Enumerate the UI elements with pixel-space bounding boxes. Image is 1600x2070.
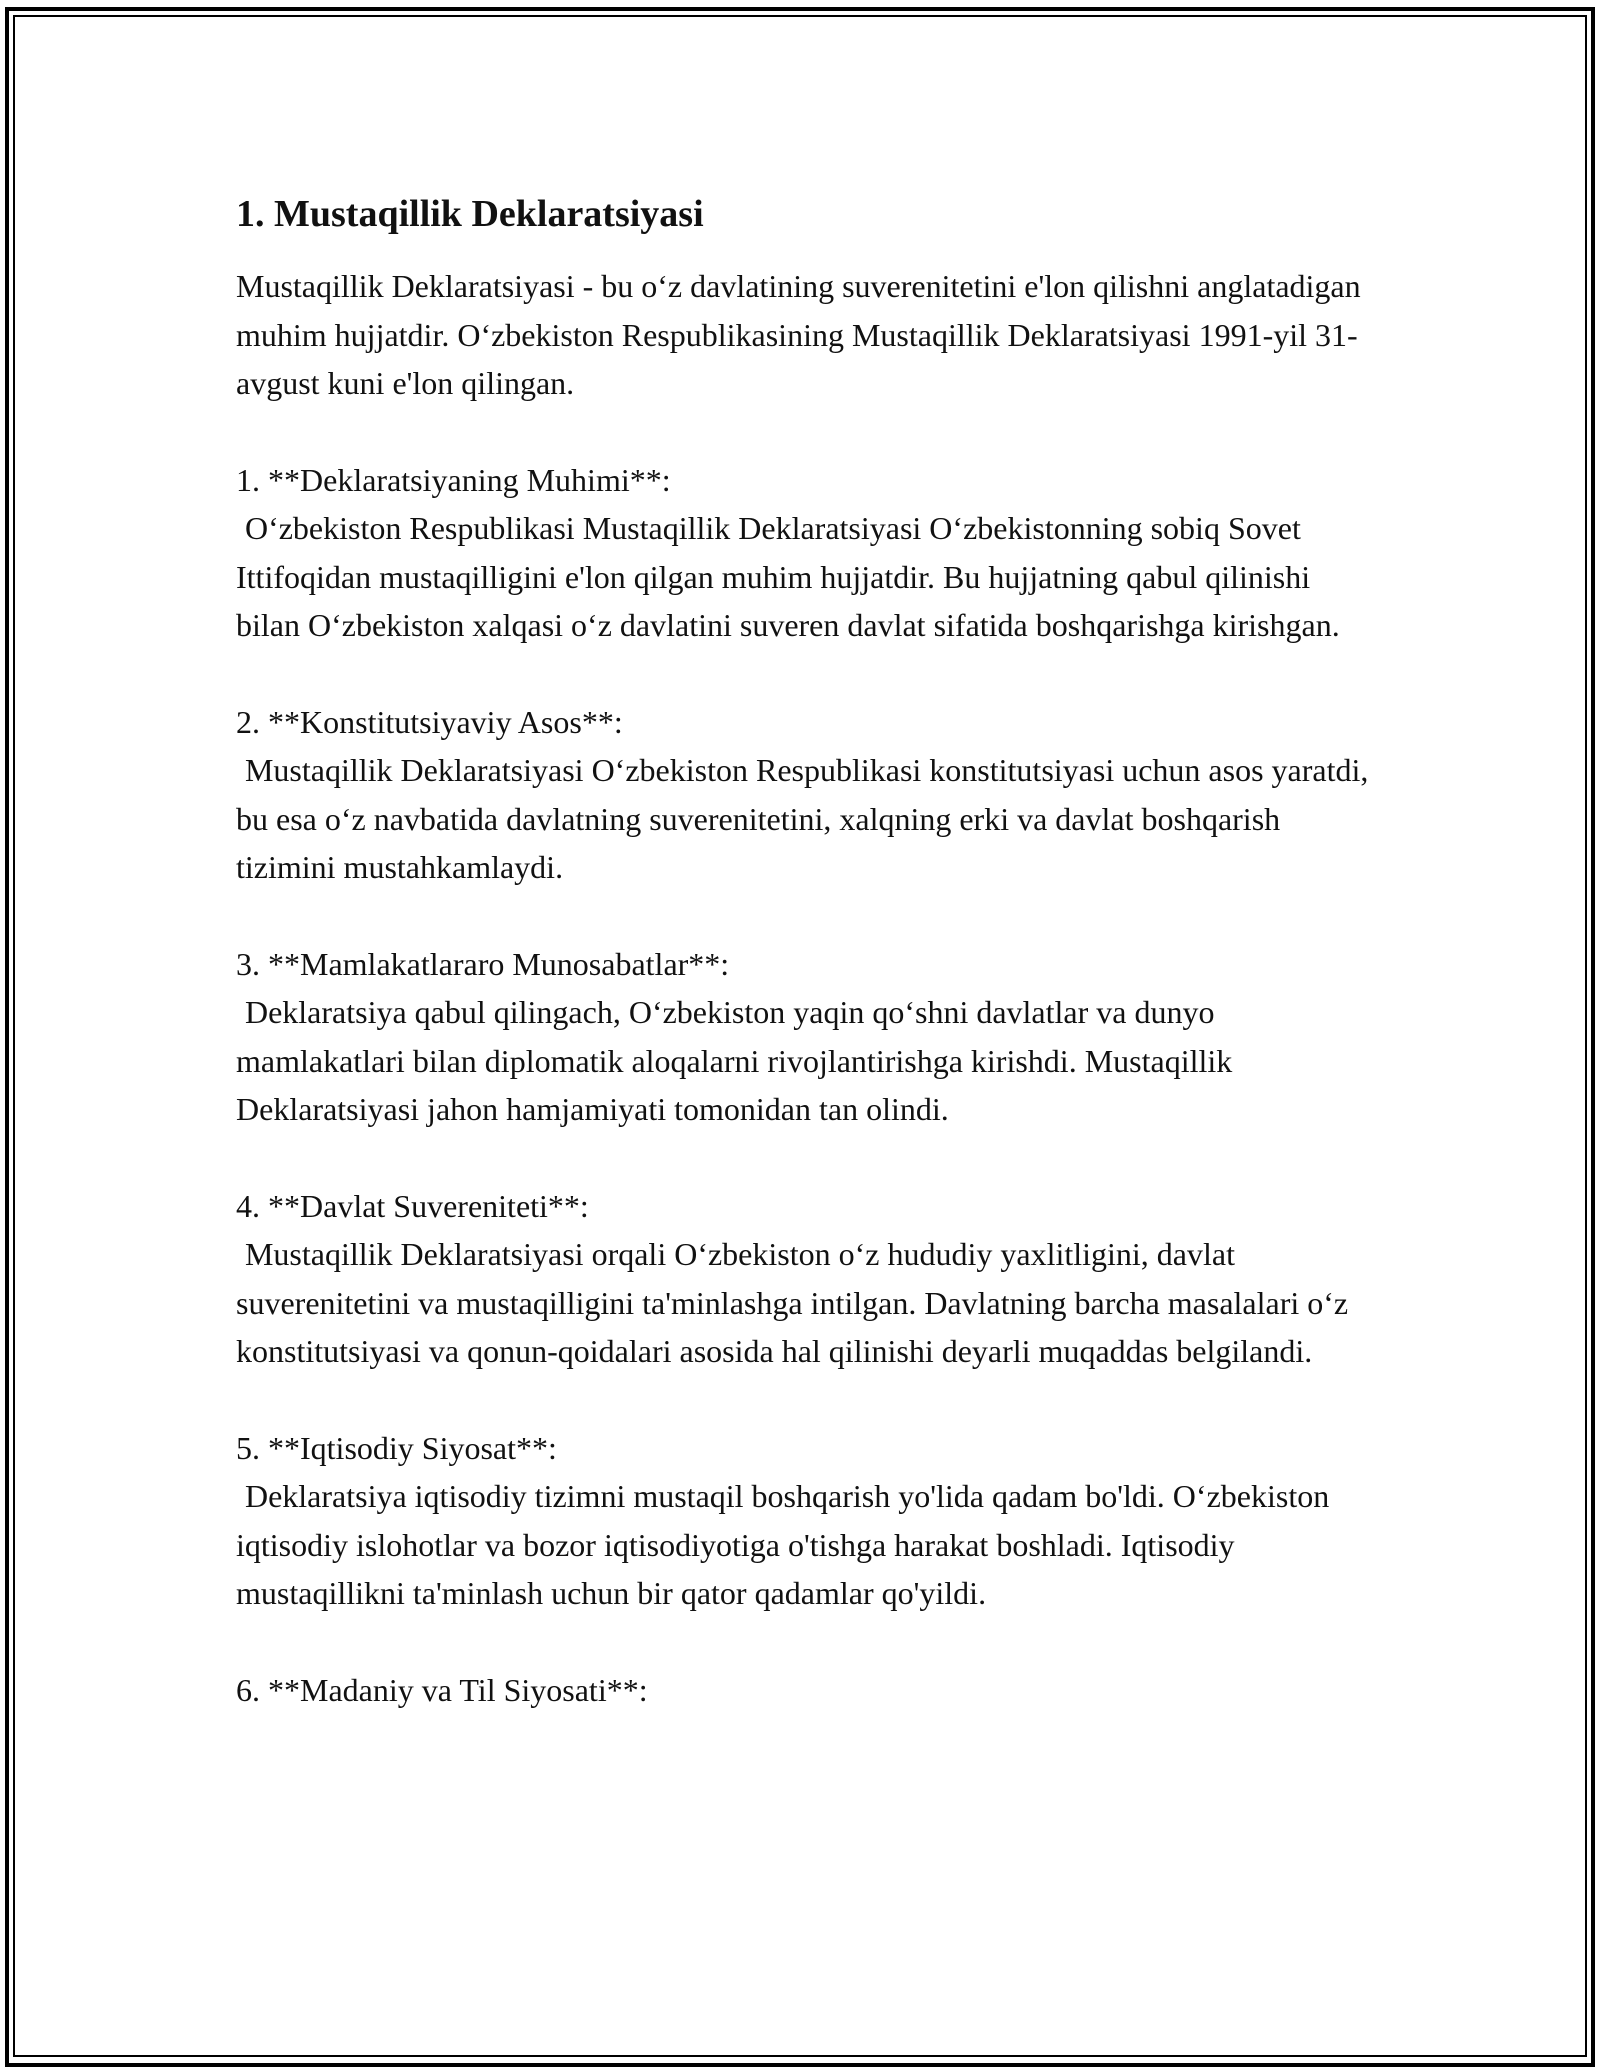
section-heading: 4. **Davlat Suvereniteti**: xyxy=(236,1187,589,1224)
section-iqtisodiy-siyosat xyxy=(236,1424,1376,1618)
section-heading: 3. **Mamlakatlararo Munosabatlar**: xyxy=(236,945,730,982)
intro-paragraph: Mustaqillik Deklaratsiyasi - bu o‘z davlatining suverenitetini e'lon qilishni anglatadigan muhim hujjatdir. O‘zbekiston Respublikasining Mustaqillik Deklaratsiyasi 1991-yil 31-avgust kuni e'lon qilingan. xyxy=(236,268,1361,401)
section-mamlakatlararo-munosabatlar xyxy=(236,940,1376,1134)
section-body: Deklaratsiya iqtisodiy tizimni mustaqil boshqarish yo'lida qadam bo'ldi. O‘zbekiston iqtisodiy islohotlar va bozor iqtisodiyotiga o'tishga harakat boshladi. Iqtisodiy mustaqillikni ta'minlash uchun bir qator qadamlar qo'yildi. xyxy=(236,1478,1330,1611)
section-madaniy-va-til-siyosati xyxy=(236,1666,1376,1715)
section-heading: 1. **Deklaratsiyaning Muhimi**: xyxy=(236,461,671,498)
section-heading: 5. **Iqtisodiy Siyosat**: xyxy=(236,1429,557,1466)
document-title: 1. Mustaqillik Deklaratsiyasi xyxy=(236,193,704,235)
section-body: Mustaqillik Deklaratsiyasi orqali O‘zbekiston o‘z hududiy yaxlitligini, davlat suverenitetini va mustaqilligini ta'minlashga intilgan. Davlatning barcha masalalari o‘z konstitutsiyasi va qonun-qoidalari asosida hal qilinishi deyarli muqaddas belgilandi. xyxy=(236,1236,1349,1369)
section-deklaratsiyaning-muhimi xyxy=(236,456,1376,650)
section-heading: 6. **Madaniy va Til Siyosati**: xyxy=(236,1671,648,1708)
section-davlat-suvereniteti xyxy=(236,1182,1376,1376)
section-body: O‘zbekiston Respublikasi Mustaqillik Deklaratsiyasi O‘zbekistonning sobiq Sovet Ittifoqidan mustaqilligini e'lon qilgan muhim hujjatdir. Bu hujjatning qabul qilinishi bilan O‘zbekiston xalqasi o‘z davlatini suveren davlat sifatida boshqarishga kirishgan. xyxy=(236,510,1340,643)
section-body: Mustaqillik Deklaratsiyasi O‘zbekiston Respublikasi konstitutsiyasi uchun asos yaratdi, bu esa o‘z navbatida davlatning suverenitetini, xalqning erki va davlat boshqarish tizimini mustahkamlaydi. xyxy=(236,752,1369,885)
section-body: Deklaratsiya qabul qilingach, O‘zbekiston yaqin qo‘shni davlatlar va dunyo mamlakatlari bilan diplomatik aloqalarni rivojlantirishga kirishdi. Mustaqillik Deklaratsiyasi jahon hamjamiyati tomonidan tan olindi. xyxy=(236,994,1233,1127)
section-konstitutsiyaviy-asos xyxy=(236,698,1376,892)
section-heading: 2. **Konstitutsiyaviy Asos**: xyxy=(236,703,623,740)
document-body xyxy=(236,188,1376,1714)
